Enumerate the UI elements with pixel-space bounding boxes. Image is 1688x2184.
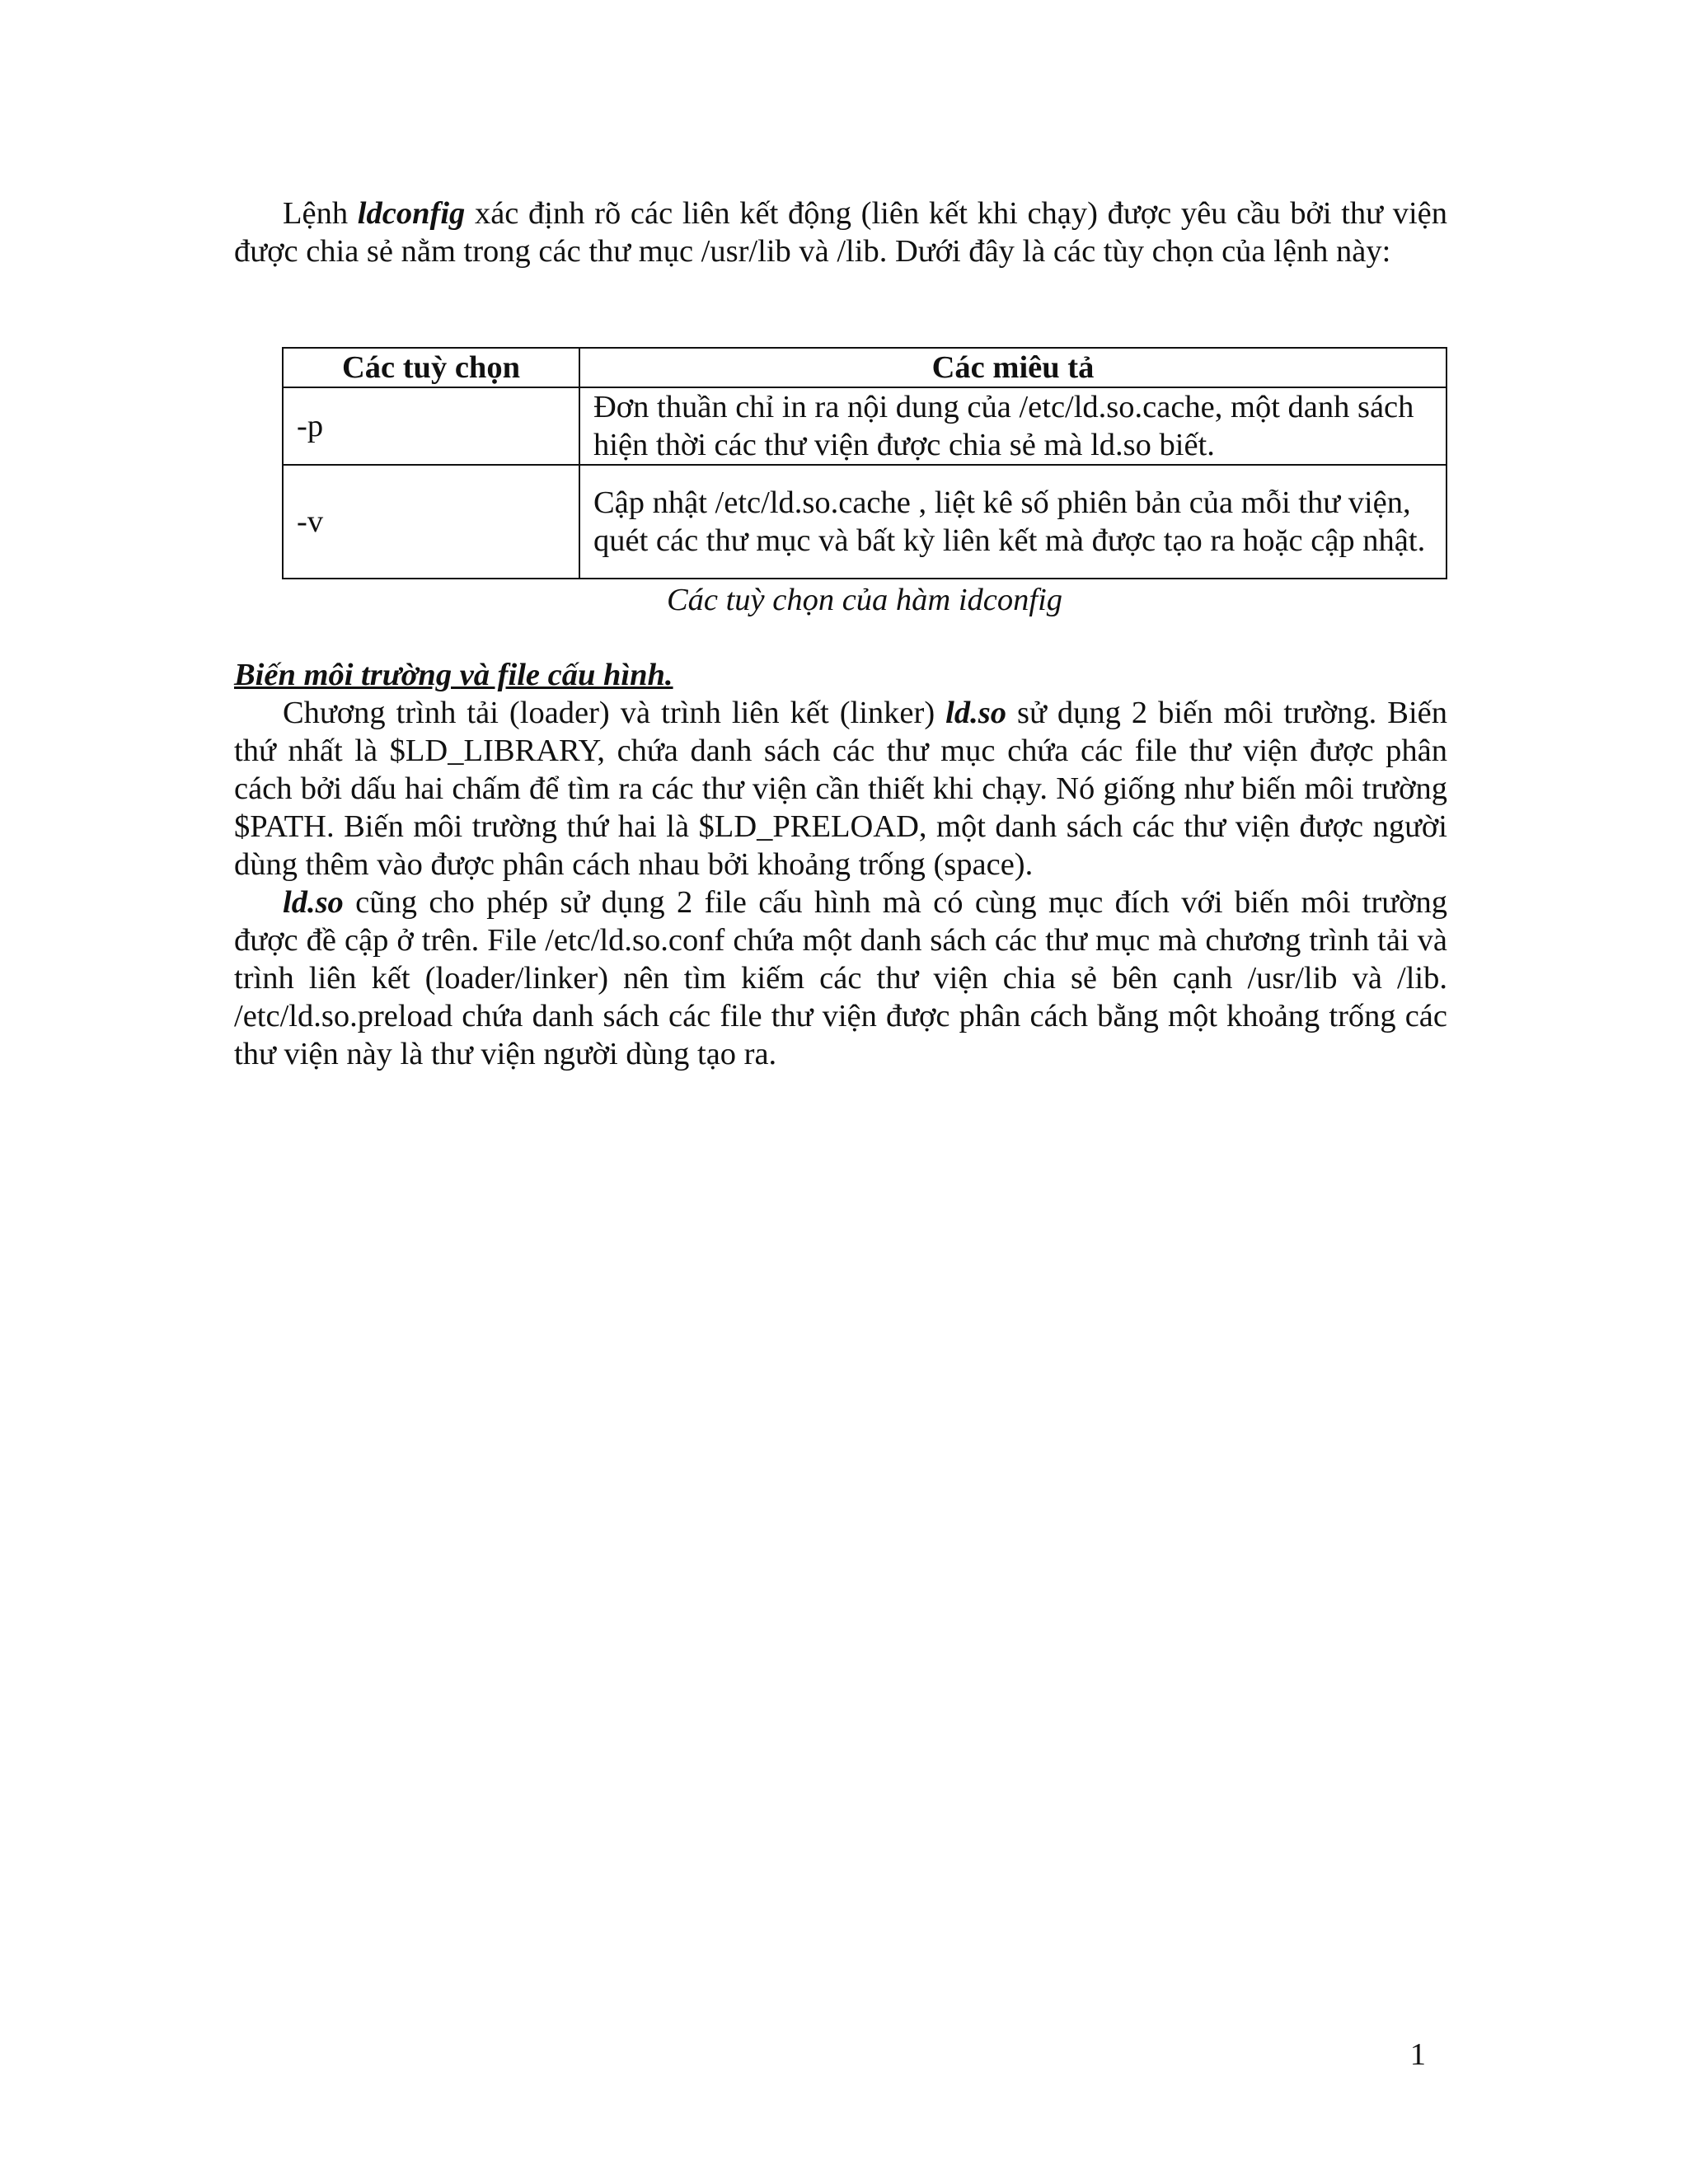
- option-cell: -v: [283, 465, 579, 579]
- description-cell: Đơn thuần chỉ in ra nội dung của /etc/ld.so.cache, một danh sách hiện thời các thư viện được chia sẻ mà ld.so biết.: [579, 387, 1447, 465]
- table-header-row: [283, 348, 1447, 387]
- intro-paragraph: [234, 194, 1447, 270]
- page-number: 1: [1409, 2037, 1426, 2072]
- section-heading: Biến môi trường và file cấu hình.: [234, 658, 673, 692]
- intro-text-after: xác định rõ các liên kết động (liên kết khi chạy) được yêu cầu bởi thư viện được chia sẻ nằm trong các thư mục /usr/lib và /lib. Dưới đây là các tùy chọn của lệnh này:: [234, 196, 1447, 269]
- env-vars-paragraph: [234, 694, 1447, 883]
- table-caption: Các tuỳ chọn của hàm idconfig: [666, 583, 1063, 617]
- paragraph-text: cũng cho phép sử dụng 2 file cấu hình mà có cùng mục đích với biến môi trường được đề cập ở trên. File /etc/ld.so.conf chứa một danh sách các thư mục mà chương trình tải và trình liên kết (loader/linker) nên tìm kiếm các thư viện chia sẻ bên cạnh /usr/lib và /lib. /etc/ld.so.preload chứa danh sách các file thư viện được phân cách bằng một khoảng trống các thư viện này là thư viện người dùng tạo ra.: [234, 885, 1447, 1071]
- paragraph-text: Chương trình tải (loader) và trình liên kết (linker): [283, 696, 946, 730]
- ldconfig-command: ldconfig: [357, 196, 466, 231]
- ldso-term: ld.so: [945, 696, 1006, 730]
- header-options: Các tuỳ chọn: [283, 348, 579, 387]
- paragraph-text: sử dụng 2 biến môi trường. Biến thứ nhất là $LD_LIBRARY, chứa danh sách các thư mục chứa các file thư viện được phân cách bởi dấu hai chấm để tìm ra các thư viện cần thiết khi chạy. Nó giống như biến môi trường $PATH. Biến môi trường thứ hai là $LD_PRELOAD, một danh sách các thư viện được người dùng thêm vào được phân cách nhau bởi khoảng trống (space).: [234, 696, 1448, 882]
- table-row: [283, 465, 1447, 579]
- config-files-paragraph: [234, 883, 1447, 1073]
- intro-text-before: Lệnh: [283, 196, 358, 231]
- header-descriptions: Các miêu tả: [579, 348, 1447, 387]
- table-row: [283, 387, 1447, 465]
- options-table: [282, 347, 1447, 579]
- option-cell: -p: [283, 387, 579, 465]
- ldso-term: ld.so: [283, 885, 344, 920]
- description-cell: Cập nhật /etc/ld.so.cache , liệt kê số phiên bản của mỗi thư viện, quét các thư mục và bất kỳ liên kết mà được tạo ra hoặc cập nhật.: [579, 465, 1447, 579]
